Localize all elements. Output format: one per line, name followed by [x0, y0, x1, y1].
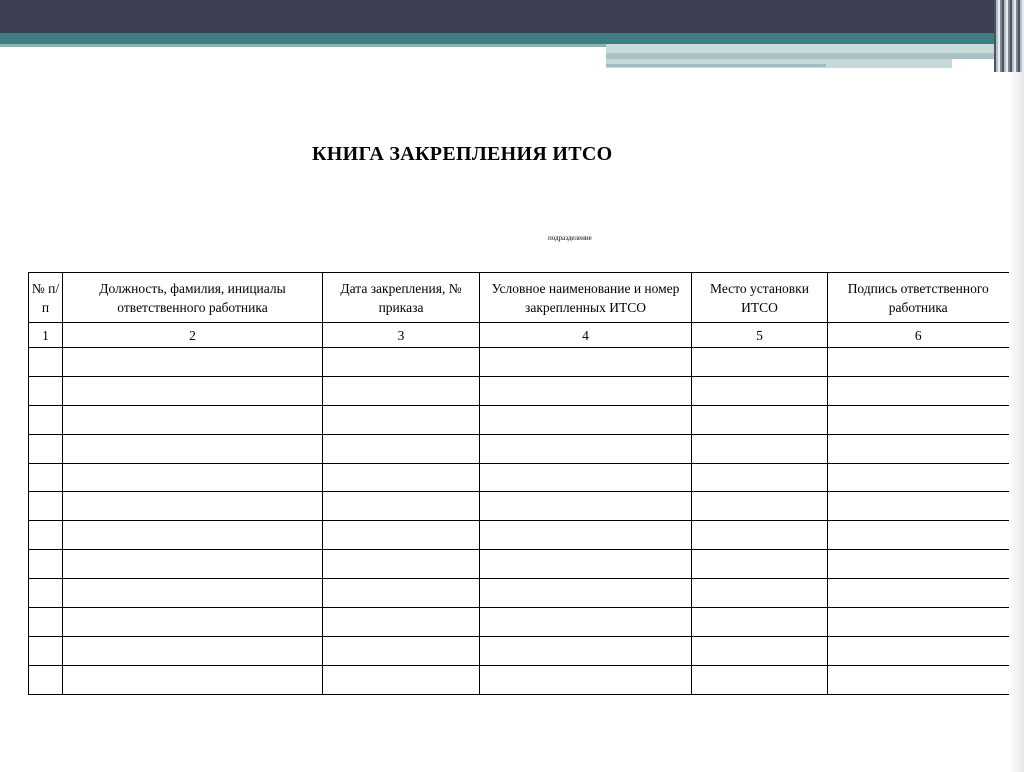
- slide-corner-stripes: [994, 0, 1024, 72]
- register-table: [28, 272, 1009, 695]
- table-cell: [692, 665, 828, 694]
- table-cell: [480, 376, 692, 405]
- table-cell: [480, 550, 692, 579]
- table-row: [29, 376, 1009, 405]
- page-edge-shadow: [1008, 72, 1024, 772]
- table-cell: [828, 405, 1009, 434]
- table-cell: [692, 550, 828, 579]
- column-number-row: [29, 323, 1009, 348]
- table-cell: [63, 376, 323, 405]
- table-row: [29, 579, 1009, 608]
- table-cell: [828, 376, 1009, 405]
- table-cell: [828, 665, 1009, 694]
- header-cell-itso-name: Условное наименование и номер закрепленных ИТСО: [480, 273, 692, 323]
- column-number-cell: 6: [828, 323, 1009, 348]
- table-cell: [480, 579, 692, 608]
- table-cell: [692, 405, 828, 434]
- table-cell: [63, 521, 323, 550]
- table-cell: [29, 376, 63, 405]
- table-cell: [828, 579, 1009, 608]
- table-cell: [480, 492, 692, 521]
- slide-header-step: [606, 44, 1024, 53]
- slide-header-accent: [0, 33, 1024, 44]
- table-cell: [29, 636, 63, 665]
- table-cell: [29, 463, 63, 492]
- table-cell: [63, 665, 323, 694]
- table-cell: [480, 434, 692, 463]
- table-cell: [692, 492, 828, 521]
- subdivision-caption: подразделение: [548, 234, 592, 242]
- table-row: [29, 608, 1009, 637]
- table-header-row: [29, 273, 1009, 323]
- table-cell: [828, 348, 1009, 377]
- table-cell: [63, 405, 323, 434]
- table-cell: [323, 579, 480, 608]
- table-cell: [828, 463, 1009, 492]
- table-cell: [29, 550, 63, 579]
- table-cell: [692, 579, 828, 608]
- table-cell: [323, 665, 480, 694]
- table-cell: [828, 434, 1009, 463]
- table-row: [29, 521, 1009, 550]
- table-cell: [63, 636, 323, 665]
- table-cell: [323, 636, 480, 665]
- table-cell: [29, 608, 63, 637]
- table-cell: [480, 405, 692, 434]
- table-row: [29, 463, 1009, 492]
- table-cell: [323, 521, 480, 550]
- table-cell: [692, 521, 828, 550]
- table-row: [29, 434, 1009, 463]
- column-number-cell: 1: [29, 323, 63, 348]
- table-cell: [480, 521, 692, 550]
- table-cell: [29, 348, 63, 377]
- column-number-cell: 2: [63, 323, 323, 348]
- table-cell: [63, 608, 323, 637]
- table-cell: [480, 348, 692, 377]
- table-cell: [323, 492, 480, 521]
- table-cell: [63, 434, 323, 463]
- table-cell: [323, 434, 480, 463]
- header-cell-location: Место установки ИТСО: [692, 273, 828, 323]
- table-cell: [29, 665, 63, 694]
- table-cell: [323, 376, 480, 405]
- table-row: [29, 636, 1009, 665]
- table-cell: [828, 492, 1009, 521]
- table-cell: [29, 434, 63, 463]
- table-cell: [323, 463, 480, 492]
- column-number-cell: 5: [692, 323, 828, 348]
- table-row: [29, 405, 1009, 434]
- table-row: [29, 550, 1009, 579]
- table-cell: [828, 521, 1009, 550]
- table-cell: [828, 608, 1009, 637]
- column-number-cell: 4: [480, 323, 692, 348]
- table-cell: [29, 521, 63, 550]
- table-cell: [323, 550, 480, 579]
- table-cell: [323, 608, 480, 637]
- table-cell: [63, 348, 323, 377]
- table-cell: [323, 348, 480, 377]
- header-cell-signature: Подпись ответственного работника: [828, 273, 1009, 323]
- table-cell: [63, 579, 323, 608]
- table-cell: [63, 463, 323, 492]
- table-cell: [29, 405, 63, 434]
- slide-header-step: [606, 64, 826, 67]
- table-cell: [480, 463, 692, 492]
- table-cell: [692, 348, 828, 377]
- slide-header-bar: [0, 0, 1024, 33]
- table-cell: [480, 636, 692, 665]
- table-cell: [692, 608, 828, 637]
- table-row: [29, 665, 1009, 694]
- table-row: [29, 492, 1009, 521]
- table-cell: [828, 550, 1009, 579]
- table-cell: [63, 550, 323, 579]
- table-cell: [480, 608, 692, 637]
- table-cell: [29, 492, 63, 521]
- header-cell-employee: Должность, фамилия, инициалы ответственного работника: [63, 273, 323, 323]
- table-cell: [29, 579, 63, 608]
- slide-header-thin-line: [0, 44, 606, 47]
- table-cell: [63, 492, 323, 521]
- column-number-cell: 3: [323, 323, 480, 348]
- document-title: КНИГА ЗАКРЕПЛЕНИЯ ИТСО: [312, 143, 613, 165]
- table-cell: [692, 376, 828, 405]
- table-cell: [480, 665, 692, 694]
- table-cell: [692, 636, 828, 665]
- table-cell: [692, 434, 828, 463]
- header-cell-date-order: Дата закрепления, № приказа: [323, 273, 480, 323]
- table-cell: [692, 463, 828, 492]
- header-cell-number: № п/п: [29, 273, 63, 323]
- table-cell: [828, 636, 1009, 665]
- table-row: [29, 348, 1009, 377]
- table-cell: [323, 405, 480, 434]
